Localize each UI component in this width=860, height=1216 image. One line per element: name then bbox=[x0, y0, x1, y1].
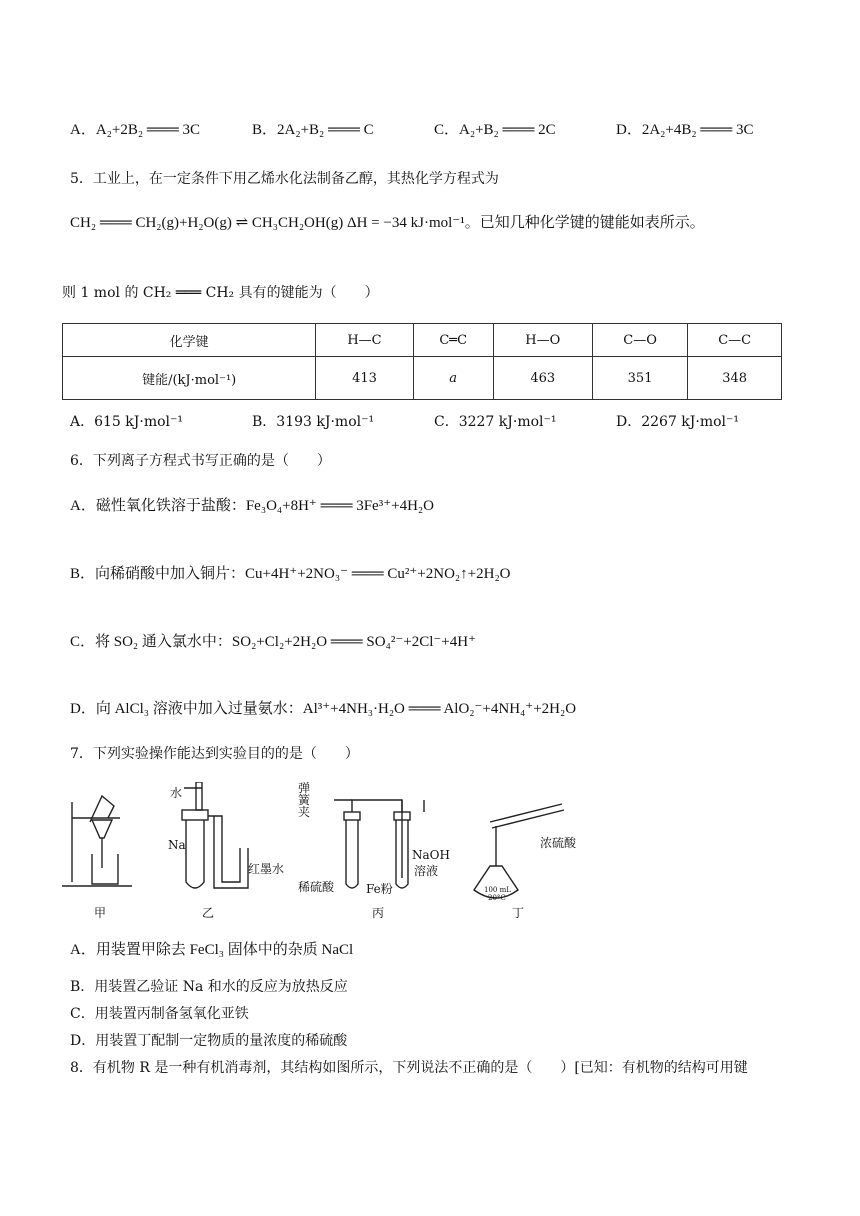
q5-option-a[interactable]: A．615 kJ·mol⁻¹ bbox=[70, 414, 184, 430]
table-cell: a bbox=[413, 357, 493, 400]
label-bing: 丙 bbox=[372, 906, 385, 920]
table-header-cell: C—O bbox=[592, 324, 687, 357]
bond-energy-table bbox=[62, 323, 782, 400]
experiment-apparatus-figure bbox=[62, 782, 662, 922]
table-header-cell: C═C bbox=[413, 324, 493, 357]
label-water: 水 bbox=[170, 786, 183, 800]
label-conc-h2so4: 浓硫酸 bbox=[540, 836, 577, 850]
label-naoh: NaOH bbox=[412, 848, 450, 862]
q5-stem: 5．工业上，在一定条件下用乙烯水化法制备乙醇，其热化学方程式为 bbox=[70, 171, 499, 187]
q5-equation: CH₂ ═══ CH₂(g)+H₂O(g) ⇌ CH₃CH₂OH(g) ΔH = −34 kJ·mol⁻¹。已知几种化学键的键能如表所示。 bbox=[70, 215, 705, 231]
label-jia: 甲 bbox=[94, 906, 107, 920]
table-cell: 463 bbox=[493, 357, 592, 400]
label-solution: 溶液 bbox=[414, 864, 439, 878]
q6-option-c[interactable]: C．将 SO₂ 通入氯水中：SO₂+Cl₂+2H₂O ═══ SO₄²⁻+2Cl⁻+4H⁺ bbox=[70, 634, 476, 650]
label-ding: 丁 bbox=[512, 906, 525, 920]
label-red-ink: 红墨水 bbox=[248, 862, 285, 876]
label-flask-temp: 20°C bbox=[488, 894, 506, 902]
table-header-cell: 化学键 bbox=[63, 324, 316, 357]
q4-option-a[interactable]: A．A₂+2B₂ ═══ 3C bbox=[70, 122, 200, 138]
label-clamp: 弹簧夹 bbox=[298, 781, 311, 819]
q6-option-d[interactable]: D．向 AlCl₃ 溶液中加入过量氨水：Al³⁺+4NH₃·H₂O ═══ AlO₂⁻+4NH₄⁺+2H₂O bbox=[70, 701, 577, 717]
q7-option-b[interactable]: B．用装置乙验证 Na 和水的反应为放热反应 bbox=[70, 979, 348, 995]
table-cell: 348 bbox=[688, 357, 782, 400]
table-header-cell: C—C bbox=[688, 324, 782, 357]
q5-option-d[interactable]: D．2267 kJ·mol⁻¹ bbox=[616, 414, 740, 430]
q4-option-c[interactable]: C．A₂+B₂ ═══ 2C bbox=[434, 122, 556, 138]
q6-option-a[interactable]: A．磁性氧化铁溶于盐酸：Fe₃O₄+8H⁺ ═══ 3Fe³⁺+4H₂O bbox=[70, 498, 434, 514]
q7-option-a[interactable]: A．用装置甲除去 FeCl₃ 固体中的杂质 NaCl bbox=[70, 942, 354, 958]
q4-option-b[interactable]: B．2A₂+B₂ ═══ C bbox=[252, 122, 374, 138]
table-cell: 413 bbox=[316, 357, 413, 400]
q6-option-b[interactable]: B．向稀硝酸中加入铜片：Cu+4H⁺+2NO₃⁻ ═══ Cu²⁺+2NO₂↑+2H₂O bbox=[70, 566, 511, 582]
apparatus-drawing bbox=[62, 782, 662, 922]
label-yi: 乙 bbox=[202, 906, 215, 920]
q7-option-c[interactable]: C．用装置丙制备氢氧化亚铁 bbox=[70, 1006, 249, 1022]
table-header-row bbox=[63, 324, 782, 357]
label-dilute-h2so4: 稀硫酸 bbox=[298, 880, 335, 894]
table-cell: 351 bbox=[592, 357, 687, 400]
q5-option-c[interactable]: C．3227 kJ·mol⁻¹ bbox=[434, 414, 557, 430]
table-row-label: 键能/(kJ·mol⁻¹) bbox=[63, 357, 316, 400]
q8-stem: 8．有机物 R 是一种有机消毒剂，其结构如图所示，下列说法不正确的是（ ）[已知：有机物的结构可用键 bbox=[70, 1060, 748, 1076]
table-header-cell: H—C bbox=[316, 324, 413, 357]
q7-option-d[interactable]: D．用装置丁配制一定物质的量浓度的稀硫酸 bbox=[70, 1033, 348, 1049]
table-header-cell: H—O bbox=[493, 324, 592, 357]
q4-option-d[interactable]: D．2A₂+4B₂ ═══ 3C bbox=[616, 122, 754, 138]
label-fe-powder: Fe粉 bbox=[366, 882, 393, 896]
q5-option-b[interactable]: B．3193 kJ·mol⁻¹ bbox=[252, 414, 375, 430]
label-na: Na bbox=[168, 838, 186, 852]
q6-stem: 6．下列离子方程式书写正确的是（ ） bbox=[70, 453, 331, 469]
label-flask-ml: 100 mL bbox=[484, 886, 511, 894]
q7-stem: 7．下列实验操作能达到实验目的的是（ ） bbox=[70, 746, 359, 762]
q5-question: 则 1 mol 的 CH₂ ═══ CH₂ 具有的键能为（ ） bbox=[62, 285, 379, 301]
table-row bbox=[63, 357, 782, 400]
